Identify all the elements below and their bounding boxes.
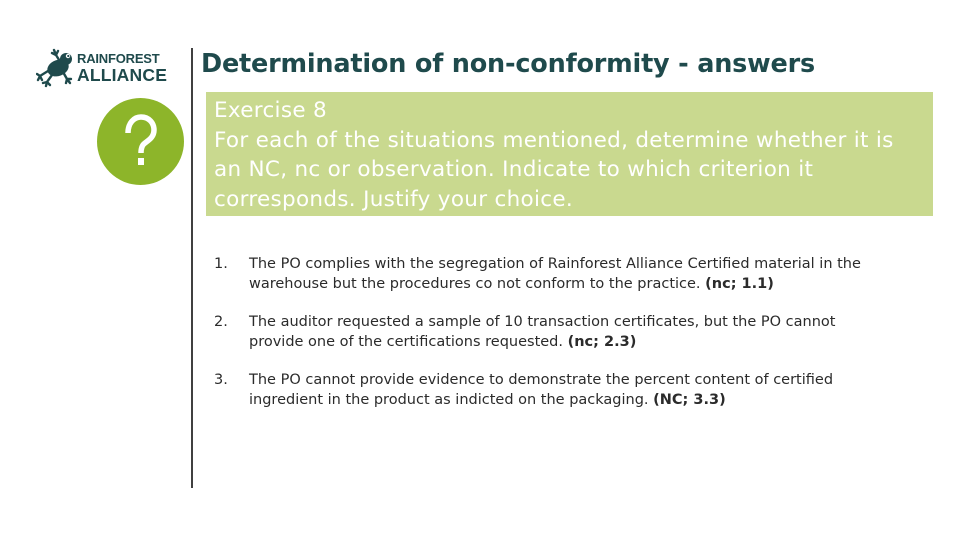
list-item-number: 2.	[214, 314, 228, 330]
list-item-answer: (NC; 3.3)	[653, 391, 726, 408]
question-mark-icon	[97, 98, 184, 185]
vertical-divider	[191, 48, 193, 488]
exercise-instructions: For each of the situations mentioned, determine whether it is an NC, nc or observation. Indicate to which criterion it corresponds. Justify your choice.	[214, 127, 894, 212]
list-item-text: The PO cannot provide evidence to demonstrate the percent content of certified ingredient in the product as indicted on the packaging.	[249, 372, 834, 408]
list-item	[214, 255, 894, 294]
answers-list	[214, 255, 894, 429]
list-item-answer: (nc; 2.3)	[567, 333, 637, 350]
exercise-title: Exercise 8	[214, 98, 327, 123]
list-item-answer: (nc; 1.1)	[705, 275, 774, 292]
list-item-text: The PO complies with the segregation of Rainforest Alliance Certified material in the warehouse but the procedures co not conform to the practice.	[249, 256, 861, 292]
list-item-number: 1.	[214, 256, 228, 272]
rainforest-alliance-logo	[36, 46, 166, 90]
list-item-number: 3.	[214, 372, 228, 388]
logo-line-1: RAINFOREST	[77, 51, 160, 66]
list-item-text: The auditor requested a sample of 10 transaction certificates, but the PO cannot provide one of the certifications requested.	[249, 314, 836, 350]
logo-wordmark	[77, 52, 167, 85]
page-title: Determination of non-conformity - answers	[201, 49, 815, 79]
frog-icon	[36, 46, 76, 88]
list-item	[214, 371, 894, 410]
list-item	[214, 313, 894, 352]
question-badge	[97, 98, 184, 185]
logo-line-2: ALLIANCE	[77, 65, 168, 85]
exercise-box	[206, 92, 933, 216]
